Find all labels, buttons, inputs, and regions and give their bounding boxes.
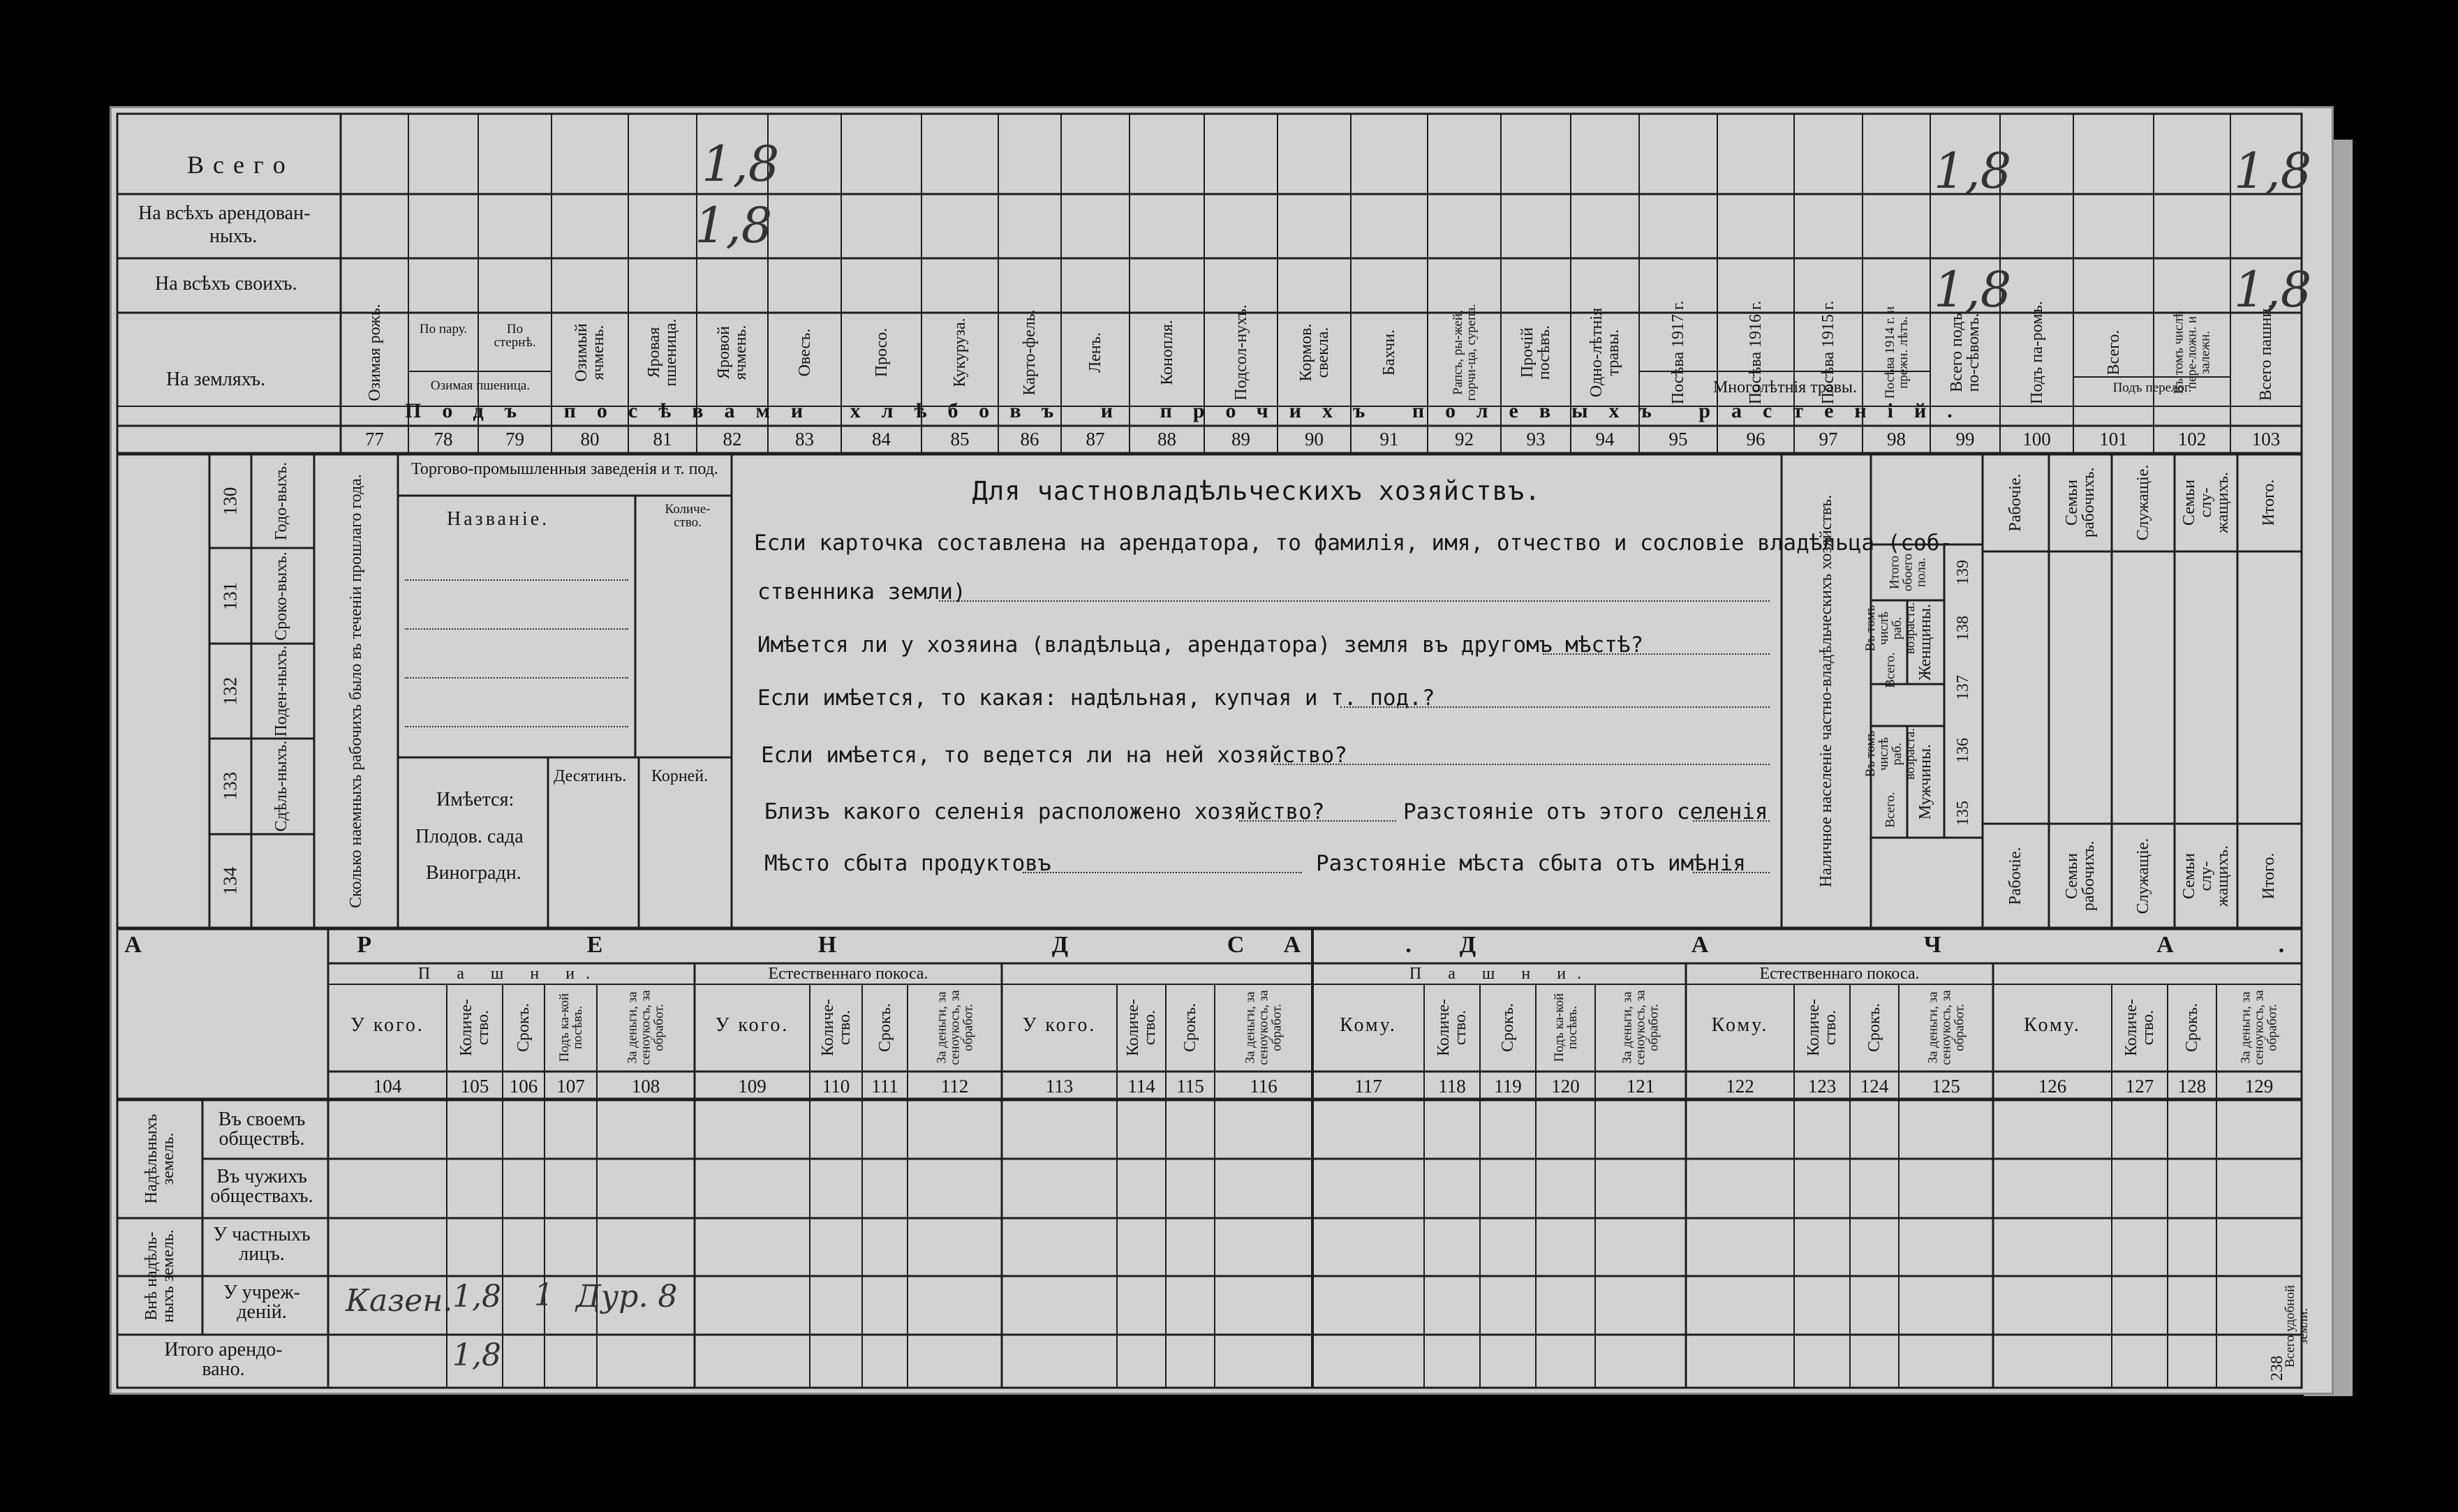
- column-number: 82: [723, 429, 742, 450]
- hw-quantity: 1,8: [452, 1279, 501, 1314]
- question-market-distance: Разстояніе мѣста сбыта отъ имѣнія: [1316, 851, 1746, 876]
- dessiatin-header: Десятинъ.: [554, 767, 627, 785]
- header-c83: Овесъ.: [795, 328, 814, 377]
- column-number: 121: [1626, 1076, 1655, 1097]
- column-number: 96: [1746, 429, 1765, 450]
- sdacha-pokos: Естественнаго покоса.: [1759, 965, 1920, 983]
- column-number: 97: [1819, 429, 1838, 450]
- question-village: Близъ какого селенія расположено хозяйство?: [764, 799, 1325, 824]
- header-komu: Кому.: [2024, 1014, 2081, 1036]
- header-c78a: По пару.: [419, 322, 468, 336]
- nadel-label: Надѣльныхъ земель.: [142, 1113, 177, 1204]
- right-staff-families-top: Семьи слу-жащихъ.: [2180, 471, 2232, 534]
- column-number: 83: [795, 429, 814, 450]
- vineyard-label: Виноградн.: [426, 862, 521, 884]
- column-number: 84: [872, 429, 891, 450]
- arenda-pashni: П а ш н и.: [417, 965, 602, 983]
- arenda-title: А Р Е Н Д А.: [124, 932, 1516, 958]
- label-podennykh: Поден-ныхъ.: [272, 645, 290, 737]
- form-title: Для частновладѣльческихъ хозяйствъ.: [972, 476, 1541, 506]
- header-c85: Кукуруза.: [951, 318, 969, 387]
- column-number: 113: [1045, 1076, 1074, 1097]
- row-label-svoi: На всѣхъ своихъ.: [155, 273, 297, 295]
- column-number: 120: [1551, 1076, 1580, 1097]
- column-number: 95: [1668, 429, 1688, 450]
- column-number: 88: [1157, 429, 1176, 450]
- header-srok: Срокъ.: [1499, 1002, 1517, 1053]
- pop-men-total: Всего.: [1883, 792, 1898, 828]
- sdacha-title: С Д А Ч А.: [1227, 932, 2390, 958]
- header-ukogo: У кого.: [350, 1014, 424, 1036]
- pop-women-total: Всего.: [1883, 652, 1898, 688]
- column-number: 110: [822, 1076, 850, 1097]
- column-number: 126: [2038, 1076, 2067, 1097]
- header-perennial-grass: Многолѣтнія травы.: [1712, 378, 1858, 396]
- roots-header: Корней.: [651, 767, 709, 785]
- row-label-arend-2: ныхъ.: [209, 225, 258, 247]
- trade-title: Торгово-промышленныя заведенія и т. под.: [411, 460, 718, 478]
- header-srok: Срокъ.: [1865, 1002, 1883, 1053]
- pop-num-138: 138: [1954, 616, 1972, 641]
- column-number: 80: [580, 429, 600, 450]
- header-c102: Въ томъ числѣ пере-ложн. и залежн.: [2171, 311, 2213, 394]
- header-zadengi: За деньги, за сеноукосъ, за обработ.: [1925, 990, 1967, 1065]
- column-number: 116: [1250, 1076, 1278, 1097]
- trade-qty-header: Количе-ство.: [665, 502, 711, 530]
- column-number: 79: [505, 429, 524, 450]
- column-number: 104: [373, 1076, 402, 1097]
- right-worker-families-top: Семьи рабочихъ.: [2063, 467, 2098, 538]
- column-number: 98: [1887, 429, 1906, 450]
- right-total-top: Итого.: [2260, 479, 2278, 526]
- header-perelog: Подъ перелог.: [2112, 380, 2192, 395]
- num-130: 130: [219, 487, 241, 516]
- num-133: 133: [219, 771, 241, 801]
- pop-women-working: Въ томъ числѣ раб. возраста.: [1863, 602, 1918, 654]
- pop-num-139: 139: [1954, 560, 1972, 585]
- column-number: 127: [2125, 1076, 2154, 1097]
- column-number: 124: [1860, 1076, 1889, 1097]
- side-number: 238: [2268, 1356, 2286, 1381]
- hired-workers-label: Сколько наемныхъ рабочихъ было въ теченіи прошлаго года.: [347, 474, 365, 908]
- pop-men-working: Въ томъ числѣ раб. возраста.: [1863, 728, 1918, 780]
- hw-svoi-103: 1,8: [2234, 261, 2312, 318]
- header-kolvo: Количе-ство.: [2122, 998, 2157, 1057]
- header-c95: Посѣва 1917 г.: [1669, 300, 1687, 405]
- column-number: 92: [1455, 429, 1474, 450]
- hw-arend-82: 1,8: [695, 197, 773, 254]
- header-zadengi: За деньги, за сеноукосъ, за обработ.: [2238, 990, 2280, 1065]
- arenda-pokos: Естественнаго покоса.: [768, 965, 928, 983]
- trade-name-header: Названіе.: [447, 508, 550, 530]
- header-c84: Просо.: [872, 327, 891, 378]
- orchard-label: Плодов. сада: [415, 826, 524, 847]
- hw-from-whom: Казен.: [346, 1283, 453, 1319]
- column-number: 123: [1807, 1076, 1837, 1097]
- hw-svoi-99: 1,8: [1934, 261, 2012, 318]
- column-number: 111: [871, 1076, 898, 1097]
- header-c80: Озимый ячмень.: [572, 323, 607, 382]
- has-label: Имѣется:: [436, 789, 514, 810]
- hw-total-103: 1,8: [2234, 142, 2312, 200]
- column-number: 78: [434, 429, 453, 450]
- header-c87: Ленъ.: [1086, 332, 1104, 373]
- column-number: 106: [509, 1076, 538, 1097]
- header-ukogo: У кого.: [715, 1014, 790, 1036]
- pop-men: Мужчины.: [1916, 743, 1934, 820]
- header-kolvo: Количе-ство.: [818, 998, 854, 1057]
- label-srokovykh: Сроко-выхъ.: [272, 551, 290, 641]
- header-c86: Карто-фель.: [1021, 309, 1039, 396]
- pop-num-135: 135: [1954, 801, 1972, 826]
- header-c100: Подъ па-ромъ.: [2027, 301, 2046, 404]
- column-number: 99: [1955, 429, 1975, 450]
- header-c98: Посѣва 1914 г. и прежн. лѣтъ.: [1882, 306, 1911, 399]
- row-private-persons: У частныхъ лицъ.: [213, 1224, 311, 1265]
- num-134: 134: [219, 866, 241, 896]
- sdacha-pashni: П а ш н и.: [1409, 965, 1593, 983]
- column-number: 77: [365, 429, 384, 450]
- header-kolvo: Количе-ство.: [1435, 998, 1469, 1057]
- column-number: 114: [1127, 1076, 1155, 1097]
- column-number: 108: [631, 1076, 660, 1097]
- column-number: 85: [950, 429, 970, 450]
- header-srok: Срокъ.: [1181, 1002, 1199, 1053]
- hw-term: 1: [534, 1277, 554, 1313]
- header-podkak: Подъ ка-кой посѣвъ.: [1551, 993, 1580, 1062]
- header-srok: Срокъ.: [2183, 1002, 2201, 1053]
- column-number: 91: [1379, 429, 1399, 450]
- header-srok: Срокъ.: [514, 1002, 533, 1053]
- label-godovykh: Годо-выхъ.: [272, 461, 290, 541]
- question-market: Мѣсто сбыта продуктовъ: [764, 851, 1051, 876]
- column-number: 122: [1726, 1076, 1754, 1097]
- column-number: 115: [1176, 1076, 1204, 1097]
- header-zadengi: За деньги, за сеноукосъ, за обработ.: [1243, 990, 1284, 1065]
- column-number: 125: [1932, 1076, 1960, 1097]
- header-komu: Кому.: [1340, 1014, 1397, 1036]
- header-c79a: По стернѣ.: [494, 322, 536, 350]
- header-c99: Всего подъ по-сѣвомъ.: [1948, 313, 1983, 392]
- column-number: 103: [2251, 429, 2281, 450]
- column-number: 81: [653, 429, 672, 450]
- header-c88: Конопля.: [1157, 320, 1176, 385]
- question-other-land: Имѣется ли у хозяина (владѣльца, арендатора) земля въ другомъ мѣстѣ?: [757, 632, 1644, 658]
- header-c91: Бахчи.: [1380, 329, 1398, 376]
- side-total-usable: Всего удобной земли.: [2283, 1284, 2311, 1368]
- row-total-rented: Итого арендо-вано.: [164, 1339, 283, 1380]
- column-number: 94: [1595, 429, 1615, 450]
- question-land-type: Если имѣется, то какая: надѣльная, купчая и т. под.?: [757, 685, 1435, 711]
- header-zadengi: За деньги, за сеноукосъ, за обработ.: [1620, 990, 1661, 1065]
- header-zadengi: За деньги, за сеноукосъ, за обработ.: [625, 990, 667, 1065]
- column-number: 102: [2177, 429, 2207, 450]
- column-number: 100: [2022, 429, 2051, 450]
- column-number: 118: [1438, 1076, 1466, 1097]
- right-workers-top: Рабочіе.: [2006, 473, 2024, 532]
- header-c96: Посѣва 1916 г.: [1747, 300, 1765, 405]
- header-ozimaya-pshenitsa: Озимая пшеница.: [430, 378, 531, 393]
- header-c82: Яровой ячмень.: [715, 325, 750, 380]
- right-staff-families-bottom: Семьи слу-жащихъ.: [2180, 845, 2232, 907]
- column-number: 89: [1231, 429, 1250, 450]
- row-other-communities: Въ чужихъ обществахъ.: [210, 1166, 313, 1207]
- header-c97: Посѣва 1915 г.: [1819, 300, 1837, 405]
- right-total-bottom: Итого.: [2260, 852, 2278, 900]
- row-label-vsego: В с е г о: [187, 151, 287, 179]
- question-owner-2: ственника земли): [757, 579, 966, 605]
- label-sdelnykh: Сдѣль-ныхъ.: [272, 740, 290, 832]
- header-c94: Одно-лѣтнія травы.: [1587, 307, 1622, 398]
- right-staff-bottom: Служащіе.: [2134, 838, 2152, 914]
- column-number: 109: [738, 1076, 767, 1097]
- pop-num-136: 136: [1954, 738, 1972, 763]
- header-c103: Всего пашни.: [2257, 304, 2275, 401]
- row-institutions: У учреж-деній.: [223, 1282, 300, 1323]
- population-label: Наличное населеніе частно-владѣльческихъ хозяйствъ.: [1817, 494, 1835, 888]
- column-number: 101: [2099, 429, 2128, 450]
- column-number: 86: [1020, 429, 1039, 450]
- hw-payment: Дур. 8: [576, 1279, 678, 1314]
- num-132: 132: [219, 676, 241, 706]
- header-c93: Прочій посѣвъ.: [1518, 325, 1553, 380]
- header-c77: Озимая рожь.: [365, 304, 384, 401]
- column-number: 87: [1086, 429, 1105, 450]
- header-c92: Рапсъ, ры-жей, горчи-ца, сурепа.: [1450, 304, 1479, 401]
- header-c81: Яровая пшеница.: [645, 318, 680, 387]
- header-kolvo: Количе-ство.: [1805, 998, 1839, 1057]
- row-label-arend: На всѣхъ арендован-: [138, 202, 311, 224]
- vne-nadel-label: Внѣ надѣль-ныхъ земель.: [142, 1229, 177, 1323]
- question-owner: Если карточка составлена на арендатора, то фамилія, имя, отчество и сословіе владѣльца (соб-: [754, 531, 1953, 556]
- hw-total-99: 1,8: [1934, 142, 2012, 200]
- column-number: 93: [1526, 429, 1546, 450]
- header-podkak: Подъ ка-кой посѣвъ.: [556, 993, 585, 1062]
- row-own-community: Въ своемъ обществѣ.: [218, 1109, 306, 1150]
- hw-total-82: 1,8: [702, 135, 780, 193]
- header-c101: Всего.: [2104, 329, 2123, 376]
- header-srok: Срокъ.: [875, 1002, 894, 1053]
- header-zadengi: За деньги, за сеноукосъ, за обработ.: [934, 990, 975, 1065]
- column-number: 90: [1305, 429, 1324, 450]
- crops-banner: Подъ посѣвами хлѣбовъ и прочихъ полевыхъ растеній.: [405, 399, 1974, 422]
- header-komu: Кому.: [1711, 1014, 1769, 1036]
- pop-women: Женщины.: [1916, 603, 1934, 681]
- column-number: 117: [1354, 1076, 1382, 1097]
- column-number: 107: [556, 1076, 585, 1097]
- right-workers-bottom: Рабочіе.: [2006, 847, 2024, 905]
- column-number: 129: [2244, 1076, 2274, 1097]
- header-ukogo: У кого.: [1022, 1014, 1097, 1036]
- hw-total-rented: 1,8: [452, 1337, 501, 1373]
- header-c90: Кормов. свекла.: [1296, 323, 1332, 382]
- question-village-distance: Разстояніе отъ этого селенія: [1403, 799, 1768, 824]
- pop-total-both: Итого обоего пола.: [1887, 553, 1929, 592]
- column-number: 105: [460, 1076, 489, 1097]
- column-number: 112: [940, 1076, 969, 1097]
- header-kolvo: Количе-ство.: [457, 998, 492, 1057]
- right-worker-families-bottom: Семьи рабочихъ.: [2063, 840, 2098, 911]
- right-staff-top: Служащіе.: [2134, 464, 2152, 541]
- row-label-zemli: На земляхъ.: [166, 369, 266, 390]
- column-number: 128: [2177, 1076, 2207, 1097]
- question-farming: Если имѣется, то ведется ли на ней хозяйство?: [761, 743, 1347, 768]
- header-c89: Подсол-нухъ.: [1231, 304, 1250, 401]
- column-number: 119: [1494, 1076, 1522, 1097]
- header-kolvo: Количе-ство.: [1124, 998, 1159, 1057]
- pop-num-137: 137: [1954, 675, 1972, 700]
- num-131: 131: [219, 581, 241, 611]
